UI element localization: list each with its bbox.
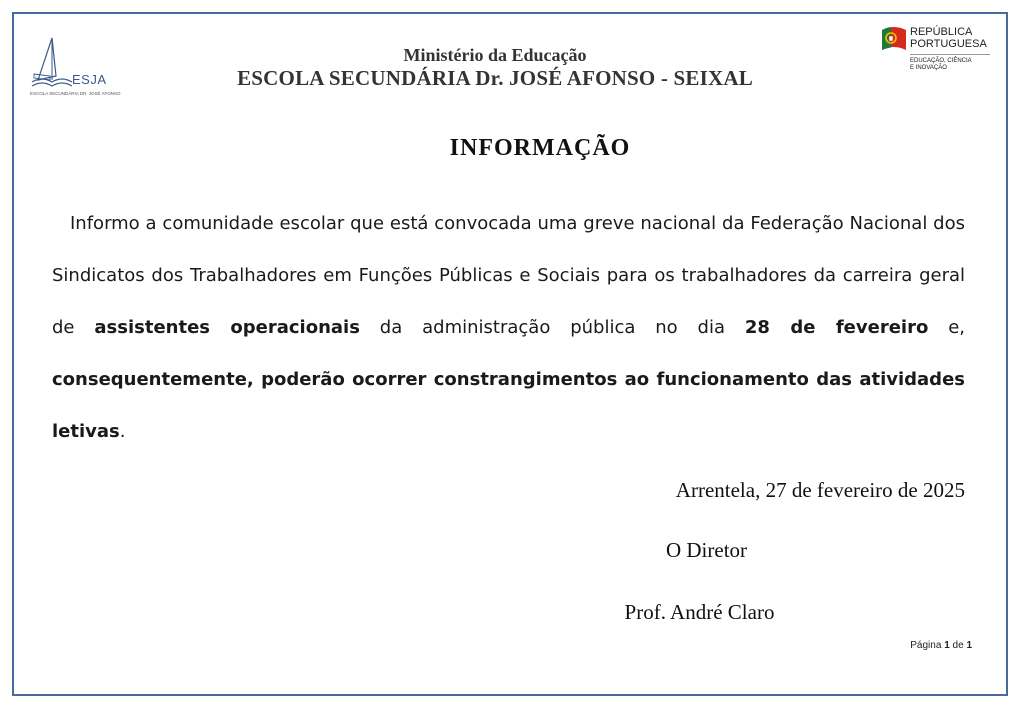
document-header [0, 44, 990, 90]
document-date: Arrentela, 27 de fevereiro de 2025 [675, 478, 965, 502]
body-text-4: . [119, 421, 126, 442]
body-bold-3: consequentemente, poderão ocorrer constrangimentos ao funcionamento das atividades letivas [52, 369, 965, 442]
signatory-name: Prof. André Claro [624, 600, 775, 624]
signatory-role: O Diretor [665, 538, 748, 562]
government-name-line1: REPÚBLICA [910, 26, 973, 38]
government-name-line2: PORTUGUESA [910, 38, 987, 50]
body-text-3: e, [928, 317, 965, 338]
school-name: ESCOLA SECUNDÁRIA Dr. JOSÉ AFONSO - SEIXAL [237, 66, 753, 90]
body-bold-1: assistentes operacionais [94, 317, 360, 338]
body-text-2: da administração pública no dia [359, 317, 745, 338]
ministry-name: Ministério da Educação [403, 45, 587, 65]
page-total: 1 [966, 640, 972, 651]
page-current: 1 [944, 640, 950, 651]
body-paragraph [52, 198, 965, 458]
document-title: INFORMAÇÃO [449, 135, 631, 161]
page-of: de [952, 640, 964, 651]
school-logo-label: ESJA [72, 72, 107, 87]
body-text-1: Informo a comunidade escolar que está convocada uma greve nacional da Federação Nacional dos Sindicatos dos Trabalhadores em Funções Públicas e Sociais para os trabalhadores da carreira geral de [52, 213, 965, 338]
page-label: Página [910, 640, 942, 651]
body-bold-2: 28 de fevereiro [744, 317, 929, 338]
department-line2: E INOVAÇÃO [910, 65, 947, 71]
department-line1: EDUCAÇÃO, CIÊNCIA [910, 58, 972, 64]
page-number [880, 640, 972, 651]
school-logo-subtitle: ESCOLA SECUNDÁRIA DR. JOSÉ AFONSO [30, 91, 121, 96]
